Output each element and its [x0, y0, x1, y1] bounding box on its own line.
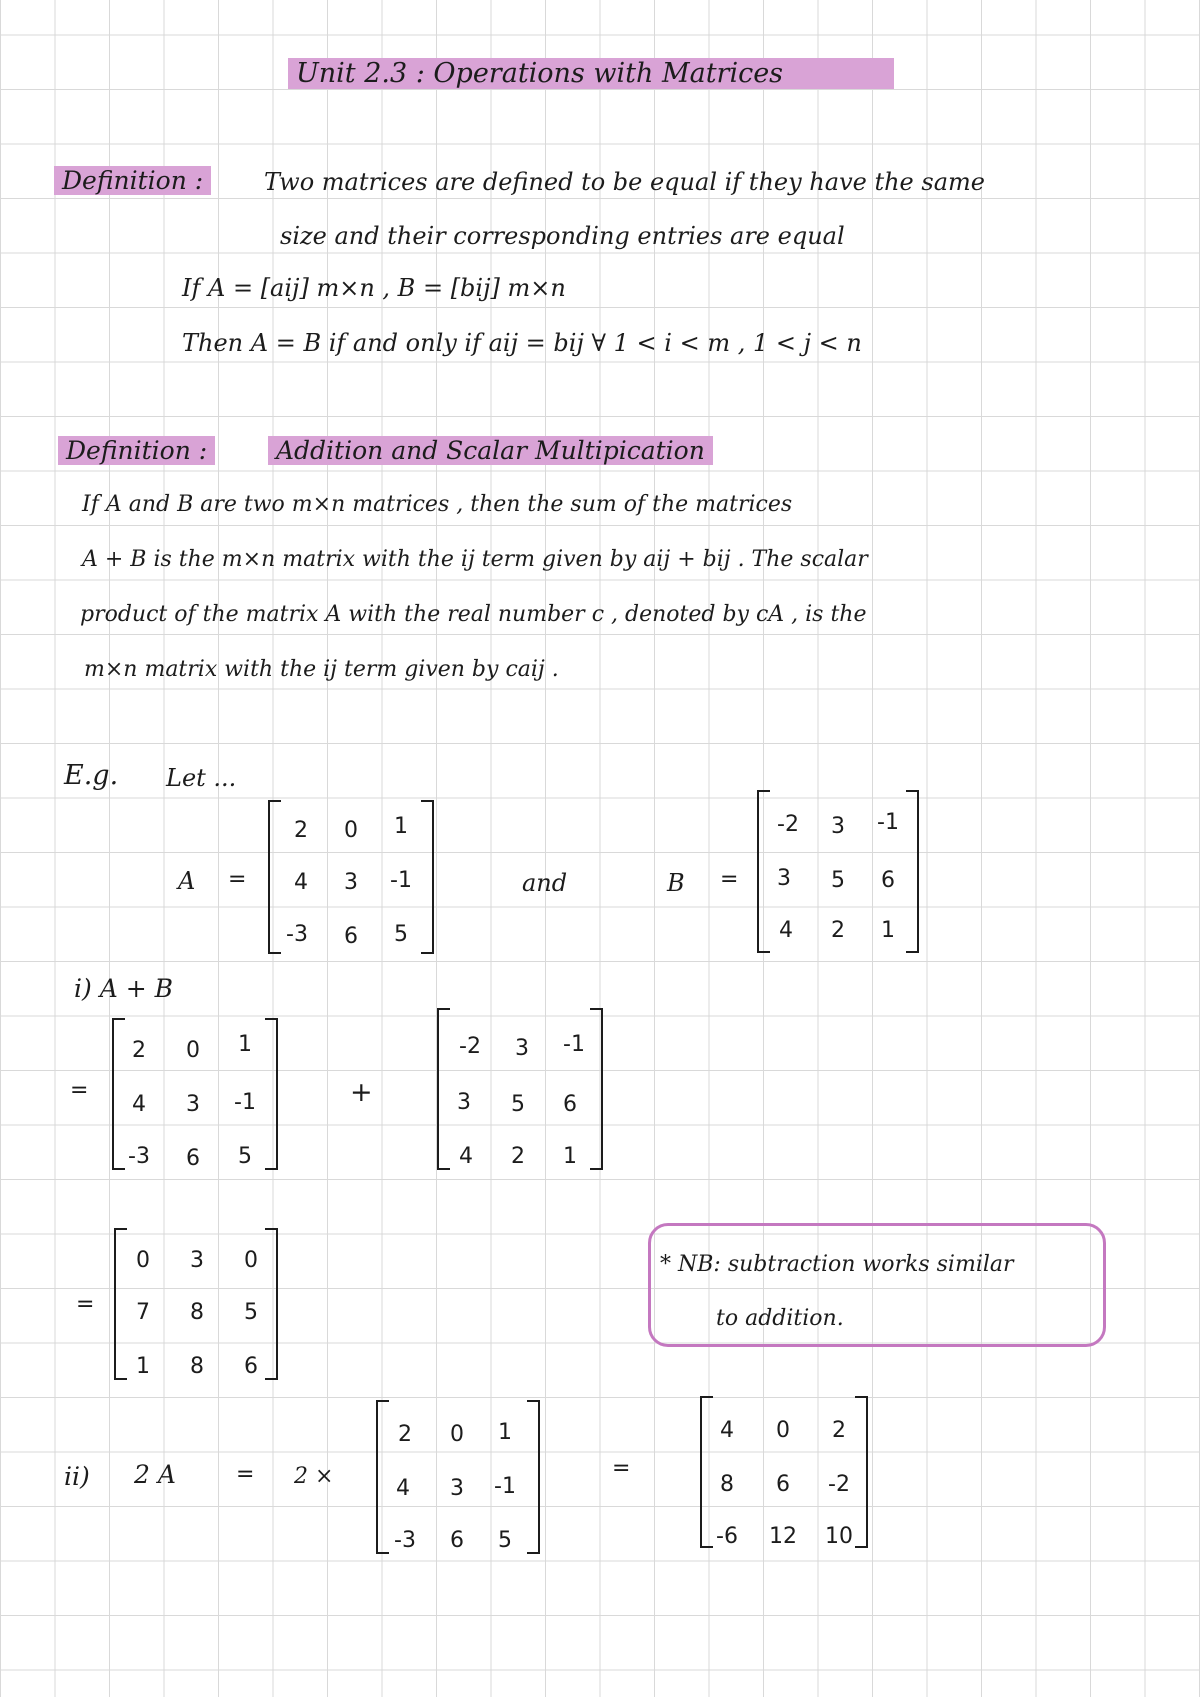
- matrix-a-cell: -1: [390, 868, 412, 893]
- matrix-a-equals: =: [228, 867, 247, 892]
- scalar-matrix-a: [376, 1400, 540, 1554]
- matrix-a-cell: 6: [344, 924, 358, 949]
- sum-matrix-b-cell: 5: [511, 1092, 525, 1117]
- matrix-b-cell: 6: [881, 868, 895, 893]
- part-1-label: i) A + B: [74, 974, 173, 1003]
- and-label: and: [522, 869, 568, 897]
- matrix-a-cell: 5: [394, 922, 408, 947]
- definition-1-then-line: Then A = B if and only if aij = bij ∀ 1 < i < m , 1 < j < n: [182, 329, 862, 357]
- matrix-b: [757, 790, 919, 953]
- sum-matrix-b-cell: 6: [563, 1092, 577, 1117]
- matrix-a-cell: 2: [294, 818, 308, 843]
- sum-matrix-b-cell: -2: [459, 1034, 481, 1059]
- example-label: E.g.: [64, 760, 119, 791]
- definition-1-line-2: size and their corresponding entries are equal: [280, 222, 845, 250]
- sum-matrix-b-cell: 2: [511, 1144, 525, 1169]
- let-label: Let ...: [166, 764, 237, 792]
- definition-label-2: Definition :: [58, 436, 215, 465]
- sum-matrix-b-cell: 4: [459, 1144, 473, 1169]
- definition-1-if-line: If A = [aij] m×n , B = [bij] m×n: [182, 274, 566, 302]
- definition-2-line-3: product of the matrix A with the real number c , denoted by cA , is the: [80, 602, 867, 627]
- matrix-b-cell: 3: [831, 814, 845, 839]
- sum-matrix-b-cell: 1: [563, 1144, 577, 1169]
- scalar-result-matrix: [700, 1396, 868, 1548]
- sum-matrix-a-cell: 6: [186, 1146, 200, 1171]
- matrix-b-equals: =: [720, 867, 739, 892]
- scalar-result-cell: 10: [825, 1524, 853, 1549]
- scalar-matrix-a-cell: -3: [394, 1528, 416, 1553]
- sum-matrix-b-cell: 3: [515, 1036, 529, 1061]
- matrix-a-cell: 3: [344, 870, 358, 895]
- page-title: Unit 2.3 : Operations with Matrices: [288, 58, 894, 89]
- matrix-a-cell: 1: [394, 814, 408, 839]
- matrix-a-cell: -3: [286, 922, 308, 947]
- definition-2-line-4: m×n matrix with the ij term given by caij .: [84, 657, 559, 682]
- sum-result-cell: 7: [136, 1300, 150, 1325]
- matrix-b-cell: 4: [779, 918, 793, 943]
- scalar-matrix-a-cell: 1: [498, 1420, 512, 1445]
- sum-matrix-a-cell: 5: [238, 1144, 252, 1169]
- nb-note-line-1: * NB: subtraction works similar: [660, 1252, 1014, 1277]
- matrix-b-label: B: [667, 869, 685, 897]
- definition-2-title: Addition and Scalar Multipication: [268, 436, 713, 465]
- scalar-matrix-a-cell: 6: [450, 1528, 464, 1553]
- scalar-result-cell: 2: [832, 1418, 846, 1443]
- matrix-a: [268, 800, 434, 954]
- scalar-matrix-a-cell: 0: [450, 1422, 464, 1447]
- matrix-b-cell: -1: [877, 810, 899, 835]
- sum-result-cell: 0: [136, 1248, 150, 1273]
- plus-sign: +: [350, 1077, 373, 1108]
- sum-result-cell: 1: [136, 1354, 150, 1379]
- sum-result-cell: 8: [190, 1300, 204, 1325]
- matrix-b-cell: 5: [831, 868, 845, 893]
- scalar-matrix-a-cell: 5: [498, 1528, 512, 1553]
- scalar-result-cell: 0: [776, 1418, 790, 1443]
- scalar-result-cell: -6: [716, 1524, 738, 1549]
- scalar-matrix-a-cell: -1: [494, 1474, 516, 1499]
- sum-matrix-a-cell: 4: [132, 1092, 146, 1117]
- sum-result-cell: 3: [190, 1248, 204, 1273]
- sum-result-cell: 8: [190, 1354, 204, 1379]
- sum-matrix-a-cell: -3: [128, 1144, 150, 1169]
- result-equals: =: [76, 1292, 95, 1317]
- part-2-equals-1: =: [236, 1462, 255, 1487]
- sum-result-cell: 5: [244, 1300, 258, 1325]
- definition-2-line-2: A + B is the m×n matrix with the ij term given by aij + bij . The scalar: [82, 547, 868, 572]
- scalar-result-cell: 8: [720, 1472, 734, 1497]
- scalar-result-cell: 6: [776, 1472, 790, 1497]
- matrix-a-cell: 0: [344, 818, 358, 843]
- nb-note-line-2: to addition.: [716, 1306, 844, 1331]
- sum-matrix-a-cell: 3: [186, 1092, 200, 1117]
- definition-2-line-1: If A and B are two m×n matrices , then the sum of the matrices: [82, 492, 793, 517]
- sum-matrix-a-cell: -1: [234, 1090, 256, 1115]
- definition-1-line-1: Two matrices are defined to be equal if they have the same: [264, 168, 985, 196]
- sum-matrix-b-cell: 3: [457, 1090, 471, 1115]
- sum-result-cell: 0: [244, 1248, 258, 1273]
- sum-result-cell: 6: [244, 1354, 258, 1379]
- matrix-b-cell: 3: [777, 866, 791, 891]
- matrix-a-cell: 4: [294, 870, 308, 895]
- part-2-factor: 2 ×: [294, 1464, 334, 1489]
- sum-matrix-b-cell: -1: [563, 1032, 585, 1057]
- sum-matrix-a: [112, 1018, 278, 1170]
- matrix-b-cell: 1: [881, 918, 895, 943]
- sum-matrix-a-cell: 1: [238, 1032, 252, 1057]
- sum-matrix-a-cell: 0: [186, 1038, 200, 1063]
- sum-matrix-a-cell: 2: [132, 1038, 146, 1063]
- matrix-b-cell: -2: [777, 812, 799, 837]
- part-2-lhs: 2 A: [134, 1460, 176, 1489]
- part-2-equals-2: =: [612, 1456, 631, 1481]
- part-1-equals: =: [70, 1078, 89, 1103]
- scalar-result-cell: 4: [720, 1418, 734, 1443]
- scalar-result-cell: -2: [828, 1472, 850, 1497]
- matrix-b-cell: 2: [831, 918, 845, 943]
- matrix-a-label: A: [178, 867, 196, 895]
- part-2-label: ii): [64, 1462, 90, 1491]
- sum-result-matrix: [114, 1228, 278, 1380]
- sum-matrix-b: [437, 1008, 603, 1170]
- scalar-matrix-a-cell: 2: [398, 1422, 412, 1447]
- scalar-matrix-a-cell: 4: [396, 1476, 410, 1501]
- scalar-result-cell: 12: [769, 1524, 797, 1549]
- definition-label-1: Definition :: [54, 166, 211, 195]
- scalar-matrix-a-cell: 3: [450, 1476, 464, 1501]
